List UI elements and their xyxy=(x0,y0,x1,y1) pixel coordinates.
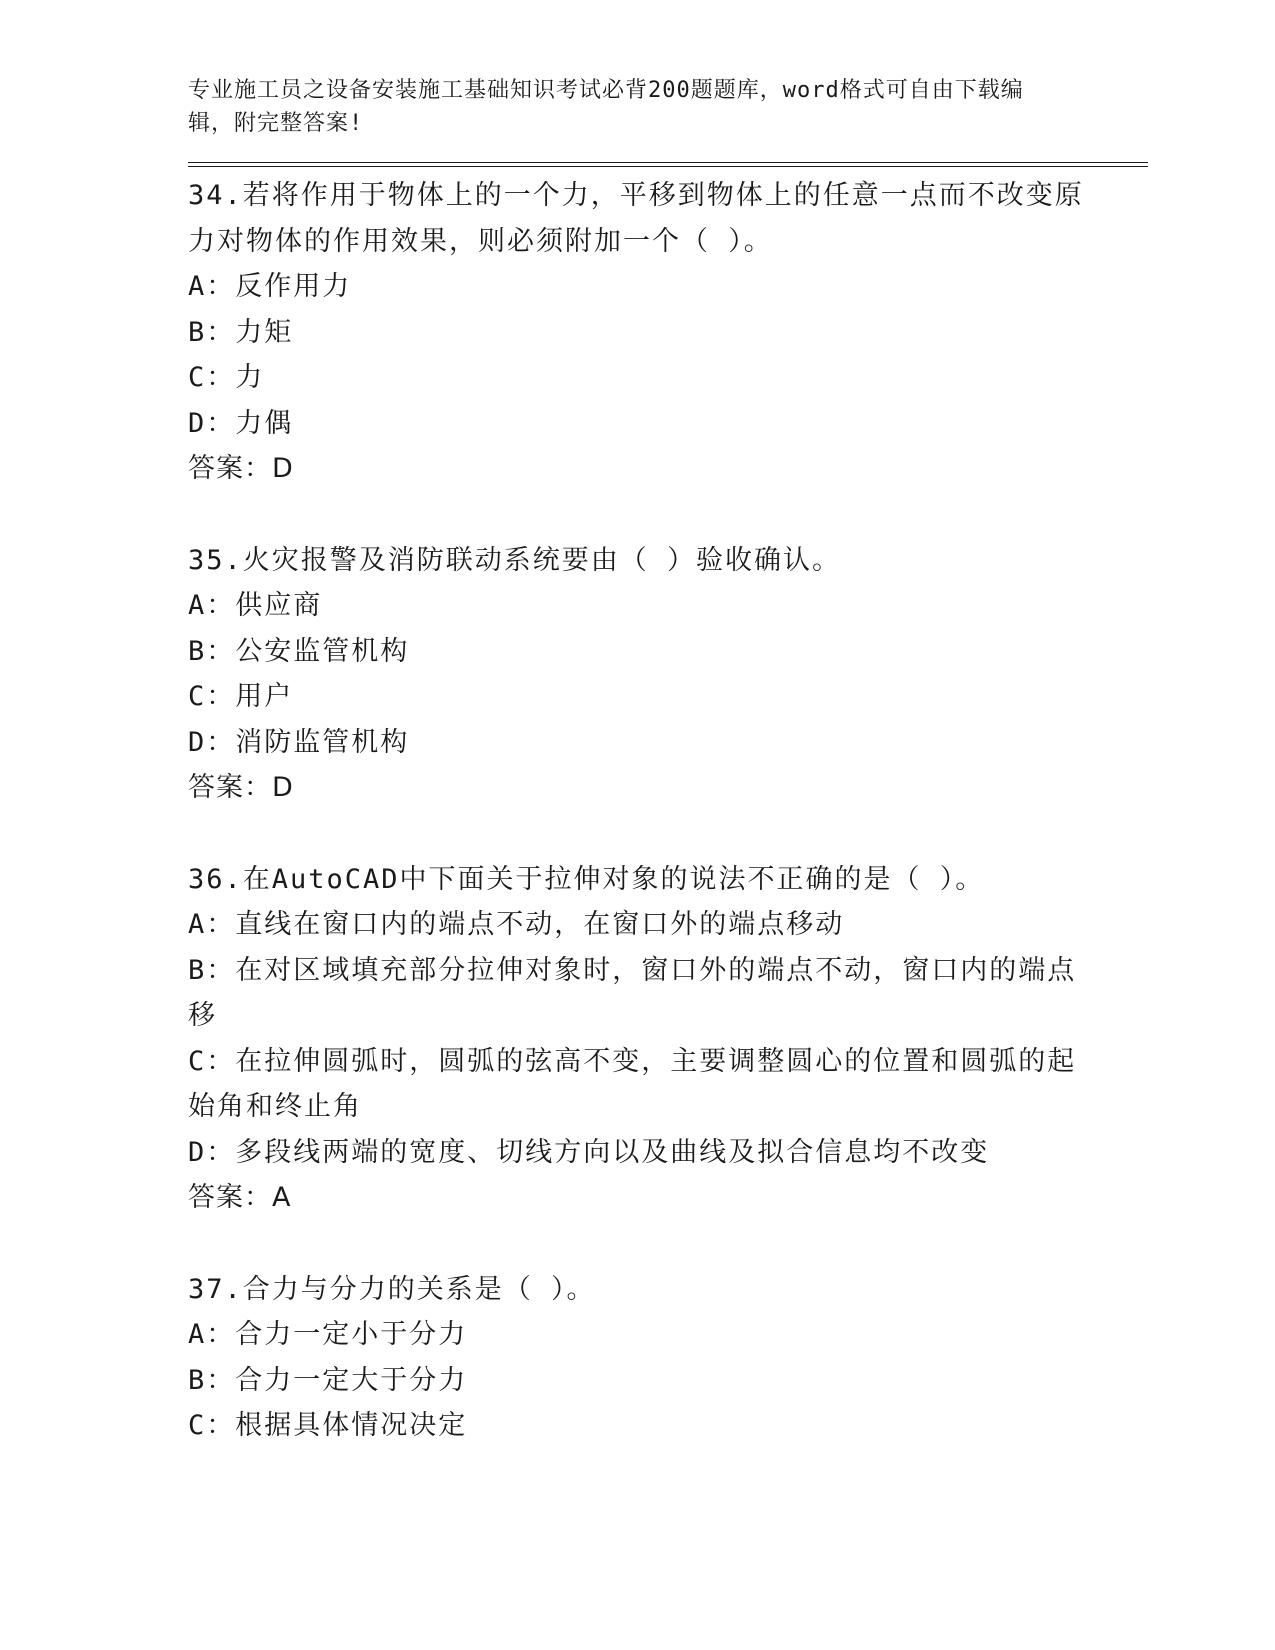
question-35 xyxy=(188,538,1148,811)
question-37 xyxy=(188,1267,1148,1449)
option-c: C：根据具体情况决定 xyxy=(188,1410,468,1441)
document-page xyxy=(188,74,1148,1495)
option-a: A：合力一定小于分力 xyxy=(188,1319,468,1350)
question-text: 34.若将作用于物体上的一个力，平移到物体上的任意一点而不改变原力对物体的作用效果，则必须附加一个（ ）。 xyxy=(188,180,1084,257)
option-d: D：消防监管机构 xyxy=(188,726,410,758)
question-text: 35.火灾报警及消防联动系统要由（ ）验收确认。 xyxy=(188,544,842,576)
option-d: D：多段线两端的宽度、切线方向以及曲线及拟合信息均不改变 xyxy=(188,1136,990,1168)
option-b: B：在对区域填充部分拉伸对象时，窗口外的端点不动，窗口内的端点移 xyxy=(188,954,1077,1031)
question-34 xyxy=(188,173,1148,492)
answer-label: 答案：A xyxy=(188,1182,292,1213)
option-a: A：反作用力 xyxy=(188,271,352,302)
option-a: A：供应商 xyxy=(188,590,323,621)
option-c: C：用户 xyxy=(188,681,294,712)
option-c: C：力 xyxy=(188,362,265,393)
option-a: A：直线在窗口内的端点不动，在窗口外的端点移动 xyxy=(188,909,845,940)
document-header: 专业施工员之设备安装施工基础知识考试必背200题题库，word格式可自由下载编辑，附完整答案! xyxy=(188,78,1024,136)
question-list xyxy=(188,173,1148,1449)
option-b: B：力矩 xyxy=(188,316,294,348)
question-text: 36.在AutoCAD中下面关于拉伸对象的说法不正确的是（ ）。 xyxy=(188,863,985,895)
question-text: 37.合力与分力的关系是（ ）。 xyxy=(188,1273,596,1305)
question-36 xyxy=(188,857,1148,1221)
option-d: D：力偶 xyxy=(188,407,294,439)
option-b: B：公安监管机构 xyxy=(188,635,410,667)
option-b: B：合力一定大于分力 xyxy=(188,1364,468,1396)
header-divider xyxy=(188,162,1148,167)
answer-label: 答案：D xyxy=(188,453,294,484)
option-c: C：在拉伸圆弧时，圆弧的弦高不变，主要调整圆心的位置和圆弧的起始角和终止角 xyxy=(188,1045,1077,1122)
answer-label: 答案：D xyxy=(188,772,294,803)
